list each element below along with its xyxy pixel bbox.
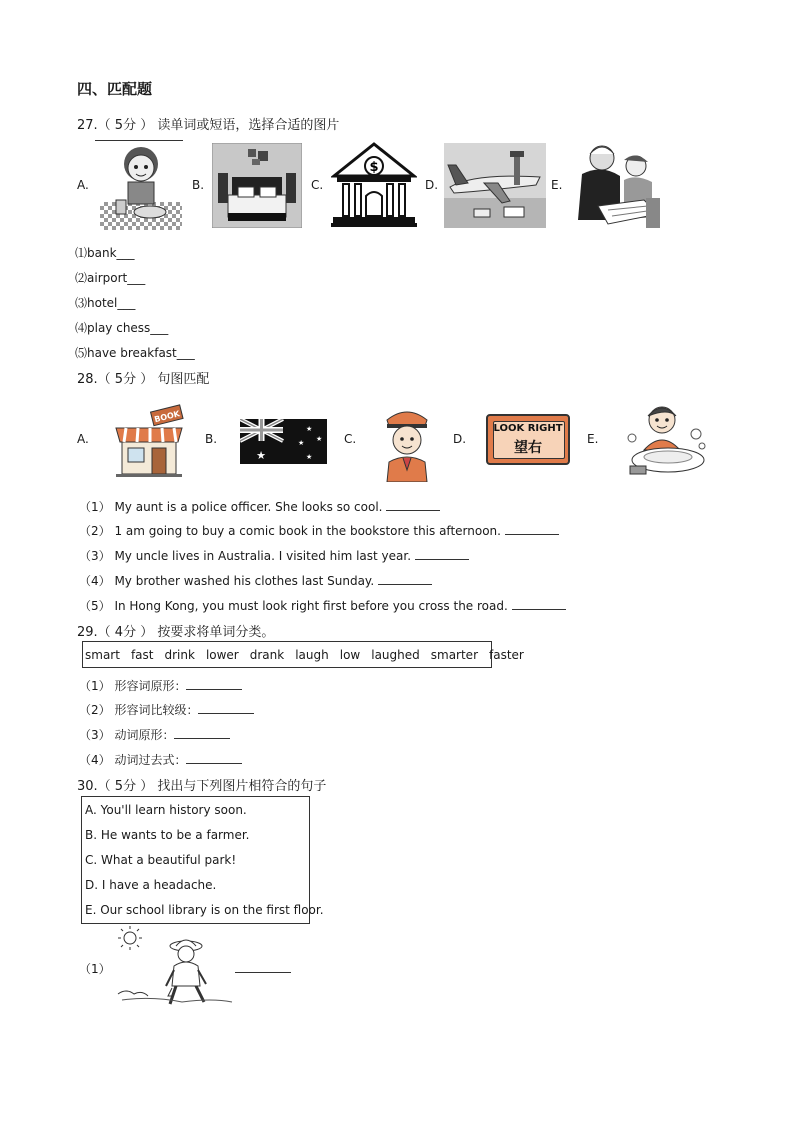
police-officer-image (377, 404, 437, 482)
washing-clothes-image (624, 400, 710, 480)
q28-option-e-label: E. (587, 432, 599, 446)
word: low (339, 647, 361, 662)
q27-option-b-label: B. (192, 178, 205, 192)
sentence-option-b: B. He wants to be a farmer. (85, 828, 250, 842)
svg-text:$: $ (369, 160, 379, 175)
word: drank (249, 647, 285, 662)
word: laugh (295, 647, 329, 662)
svg-text:★: ★ (316, 435, 323, 443)
word: smart (85, 647, 120, 662)
australia-flag-image (240, 419, 327, 464)
q27-item-4: ⑷play chess___ (75, 321, 169, 335)
sentence-option-e: E. Our school library is on the first floor. (85, 903, 324, 917)
q29-item-2: （2） 形容词比较级： (79, 701, 254, 718)
q27-option-e-label: E. (551, 178, 563, 192)
q28-option-c-label: C. (344, 432, 357, 446)
farmer-planting-image (112, 926, 236, 1008)
sentence-options-box (81, 796, 324, 924)
q27-item-5: ⑸have breakfast___ (75, 346, 195, 360)
svg-text:★: ★ (306, 425, 313, 433)
book-sign-text: BOOK (153, 409, 181, 425)
svg-text:★: ★ (306, 453, 313, 461)
q28-option-d-label: D. (453, 432, 467, 446)
word: faster (489, 647, 524, 662)
girl-breakfast-image (100, 142, 182, 230)
q27-item-3: ⑶hotel___ (75, 296, 136, 310)
play-chess-image (568, 140, 662, 230)
word: smarter (430, 647, 478, 662)
bookstore-image (108, 404, 190, 478)
sentence-option-c: C. What a beautiful park! (85, 853, 237, 867)
q27-option-d-label: D. (425, 178, 439, 192)
q28-header: 28.（ 5分 ） 句图匹配 (77, 372, 210, 387)
q28-item-5: （5） In Hong Kong, you must look right first before you cross the road. (79, 597, 566, 614)
q28-item-3: （3） My uncle lives in Australia. I visited him last year. (79, 547, 469, 564)
look-right-sign-zh: 望右 (514, 440, 542, 456)
q29-item-1: （1） 形容词原形： (79, 677, 242, 694)
word: fast (130, 647, 154, 662)
q28-item-1: （1） My aunt is a police officer. She looks so cool. (79, 498, 440, 515)
word: laughed (371, 647, 420, 662)
bank-building-image (331, 141, 417, 229)
q27-underline (95, 140, 183, 141)
sentence-option-d: D. I have a headache. (85, 878, 217, 892)
q28-item-4: （4） My brother washed his clothes last Sunday. (79, 572, 432, 589)
q29-header: 29.（ 4分 ） 按要求将单词分类。 (77, 625, 275, 640)
q29-item-4: （4） 动词过去式： (79, 751, 242, 768)
hotel-bed-image (212, 143, 302, 228)
section-title: 四、匹配题 (77, 80, 153, 98)
q27-header: 27.（ 5分 ） 读单词或短语，选择合适的图片 (77, 118, 340, 133)
word: lower (205, 647, 239, 662)
q28-item-2: （2） 1 am going to buy a comic book in the bookstore this afternoon. (79, 522, 559, 539)
q28-option-b-label: B. (205, 432, 218, 446)
look-right-sign (486, 414, 570, 465)
sentence-option-a: A. You'll learn history soon. (85, 803, 247, 817)
q27-option-a-label: A. (77, 178, 89, 192)
word: drink (164, 647, 195, 662)
svg-text:★: ★ (298, 439, 305, 447)
svg-text:★: ★ (256, 449, 266, 462)
word-bank-box (82, 641, 524, 668)
q29-item-3: （3） 动词原形： (79, 726, 230, 743)
q28-option-a-label: A. (77, 432, 89, 446)
q30-item-1-label: （1） (79, 962, 111, 976)
q30-item-1-blank (235, 972, 291, 973)
q27-item-1: ⑴bank___ (75, 246, 135, 260)
q27-option-c-label: C. (311, 178, 324, 192)
airport-image (444, 143, 546, 228)
q30-header: 30.（ 5分 ） 找出与下列图片相符合的句子 (77, 779, 327, 794)
look-right-sign-en: LOOK RIGHT (493, 423, 563, 434)
q27-item-2: ⑵airport___ (75, 271, 146, 285)
